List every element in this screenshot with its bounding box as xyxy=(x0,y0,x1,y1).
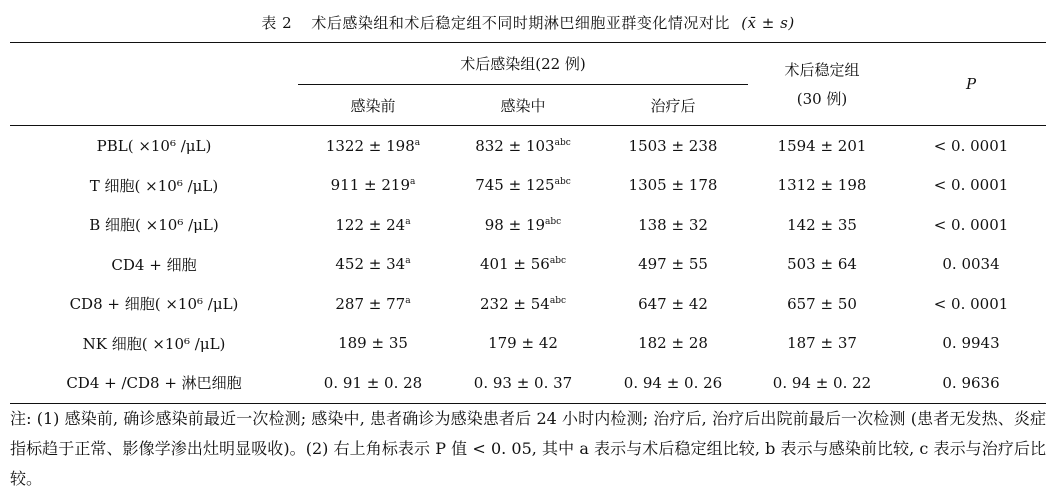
row-label-value: PBL( ×10⁶ /μL) xyxy=(96,136,212,155)
cell-p-value-value: < 0. 0001 xyxy=(933,136,1009,155)
cell-before xyxy=(298,363,448,403)
cell-before xyxy=(298,166,448,206)
row-label-value: NK 细胞( ×10⁶ /μL) xyxy=(82,334,226,353)
notes-text: 注: (1) 感染前, 确诊感染前最近一次检测; 感染中, 患者确诊为感染患者后 24 小时内检测; 治疗后, 治疗后出院前最后一次检测 (患者无发热、炎症指标趋于正常、影像学渗出灶明显吸收)。(2) 右上角标表示 P 值 < 0. 05, 其中 a 表示与术后稳定组比较, b 表示与感染前比较, c 表示与治疗后比较。 xyxy=(10,409,1046,488)
cell-during xyxy=(448,205,598,245)
cell-stable-value: 187 ± 37 xyxy=(787,334,857,353)
cell-after xyxy=(598,324,748,364)
table-row xyxy=(10,324,1046,364)
cell-p-value-value: 0. 9636 xyxy=(942,373,1000,392)
cell-during xyxy=(448,245,598,285)
row-label xyxy=(10,284,298,324)
cell-after-value: 138 ± 32 xyxy=(638,215,708,234)
cell-before xyxy=(298,205,448,245)
header-after-treatment: 治疗后 xyxy=(598,85,748,126)
cell-stable-value: 142 ± 35 xyxy=(787,215,857,234)
cell-p-value xyxy=(896,284,1046,324)
cell-after-value: 647 ± 42 xyxy=(638,294,708,313)
header-empty xyxy=(10,43,298,126)
cell-stable-value: 0. 94 ± 0. 22 xyxy=(772,373,872,392)
table-caption xyxy=(0,12,1056,33)
row-label xyxy=(10,166,298,206)
table-number: 表 2 xyxy=(261,14,293,32)
row-label xyxy=(10,205,298,245)
cell-stable-value: 1312 ± 198 xyxy=(777,176,867,195)
cell-stable xyxy=(748,324,896,364)
header-stable-count: (30 例) xyxy=(796,90,848,108)
row-label-value: CD8 + 细胞( ×10⁶ /μL) xyxy=(69,295,239,314)
significance-marker: abc xyxy=(549,256,566,267)
row-label-value: T 细胞( ×10⁶ /μL) xyxy=(89,176,219,195)
cell-stable xyxy=(748,126,896,166)
cell-during xyxy=(448,284,598,324)
cell-p-value xyxy=(896,166,1046,206)
significance-marker: a xyxy=(405,216,411,227)
header-infected-group: 术后感染组(22 例) xyxy=(298,43,748,85)
cell-during xyxy=(448,166,598,206)
cell-p-value xyxy=(896,363,1046,403)
cell-p-value-value: < 0. 0001 xyxy=(933,294,1009,313)
cell-stable-value: 1594 ± 201 xyxy=(777,136,867,155)
table-formula: (x̄ ± s) xyxy=(741,14,795,32)
cell-after xyxy=(598,284,748,324)
cell-before xyxy=(298,284,448,324)
cell-stable-value: 503 ± 64 xyxy=(787,255,857,274)
cell-after xyxy=(598,205,748,245)
row-label xyxy=(10,363,298,403)
cell-during-value: 745 ± 125 xyxy=(475,176,555,195)
cell-during xyxy=(448,324,598,364)
table-row xyxy=(10,363,1046,403)
cell-before xyxy=(298,126,448,166)
cell-after xyxy=(598,166,748,206)
cell-before-value: 1322 ± 198 xyxy=(325,136,415,155)
significance-marker: abc xyxy=(554,177,571,188)
significance-marker: abc xyxy=(545,216,562,227)
cell-after-value: 0. 94 ± 0. 26 xyxy=(623,373,723,392)
cell-after xyxy=(598,245,748,285)
cell-stable xyxy=(748,284,896,324)
cell-stable-value: 657 ± 50 xyxy=(787,294,857,313)
cell-after xyxy=(598,126,748,166)
significance-marker: a xyxy=(410,177,416,188)
significance-marker: a xyxy=(405,256,411,267)
cell-during xyxy=(448,126,598,166)
cell-p-value xyxy=(896,205,1046,245)
cell-during-value: 401 ± 56 xyxy=(480,255,550,274)
cell-after xyxy=(598,363,748,403)
cell-stable xyxy=(748,245,896,285)
cell-p-value-value: 0. 0034 xyxy=(942,255,1000,274)
cell-before-value: 452 ± 34 xyxy=(335,255,406,274)
cell-before xyxy=(298,245,448,285)
cell-during-value: 98 ± 19 xyxy=(484,215,546,234)
table-row xyxy=(10,284,1046,324)
cell-during-value: 0. 93 ± 0. 37 xyxy=(473,373,573,392)
results-table xyxy=(10,42,1046,404)
significance-marker: a xyxy=(405,295,411,306)
cell-before-value: 287 ± 77 xyxy=(335,294,406,313)
row-label xyxy=(10,245,298,285)
cell-after-value: 1503 ± 238 xyxy=(628,136,718,155)
significance-marker: abc xyxy=(554,137,571,148)
row-label-value: CD4 + /CD8 + 淋巴细胞 xyxy=(66,374,242,393)
table-body xyxy=(10,126,1046,404)
table-row xyxy=(10,245,1046,285)
cell-after-value: 182 ± 28 xyxy=(638,334,708,353)
row-label-value: B 细胞( ×10⁶ /μL) xyxy=(89,216,219,235)
cell-p-value-value: < 0. 0001 xyxy=(933,215,1009,234)
cell-during-value: 232 ± 54 xyxy=(480,294,550,313)
significance-marker: a xyxy=(414,137,421,148)
cell-stable xyxy=(748,363,896,403)
cell-before-value: 911 ± 219 xyxy=(330,176,410,195)
table-row xyxy=(10,205,1046,245)
table-row xyxy=(10,166,1046,206)
cell-p-value xyxy=(896,126,1046,166)
cell-after-value: 497 ± 55 xyxy=(638,255,708,274)
row-label xyxy=(10,324,298,364)
cell-stable xyxy=(748,166,896,206)
header-p-value: P xyxy=(896,43,1046,126)
cell-before-value: 122 ± 24 xyxy=(335,215,406,234)
cell-p-value-value: 0. 9943 xyxy=(942,334,1000,353)
cell-before-value: 189 ± 35 xyxy=(338,334,408,353)
cell-p-value xyxy=(896,324,1046,364)
header-stable-label: 术后稳定组 xyxy=(784,61,860,79)
table-row xyxy=(10,126,1046,166)
row-label xyxy=(10,126,298,166)
row-label-value: CD4 + 细胞 xyxy=(111,255,197,274)
cell-during-value: 832 ± 103 xyxy=(475,136,555,155)
header-during-infection: 感染中 xyxy=(448,85,598,126)
table-notes xyxy=(10,404,1046,494)
table-title: 术后感染组和术后稳定组不同时期淋巴细胞亚群变化情况对比 xyxy=(311,14,730,32)
significance-marker: abc xyxy=(549,295,566,306)
header-stable-group xyxy=(748,43,896,126)
cell-before xyxy=(298,324,448,364)
cell-during-value: 179 ± 42 xyxy=(488,334,558,353)
cell-p-value-value: < 0. 0001 xyxy=(933,176,1009,195)
cell-during xyxy=(448,363,598,403)
cell-p-value xyxy=(896,245,1046,285)
cell-before-value: 0. 91 ± 0. 28 xyxy=(323,373,423,392)
header-before-infection: 感染前 xyxy=(298,85,448,126)
cell-stable xyxy=(748,205,896,245)
header-row-1 xyxy=(10,43,1046,85)
cell-after-value: 1305 ± 178 xyxy=(628,176,718,195)
